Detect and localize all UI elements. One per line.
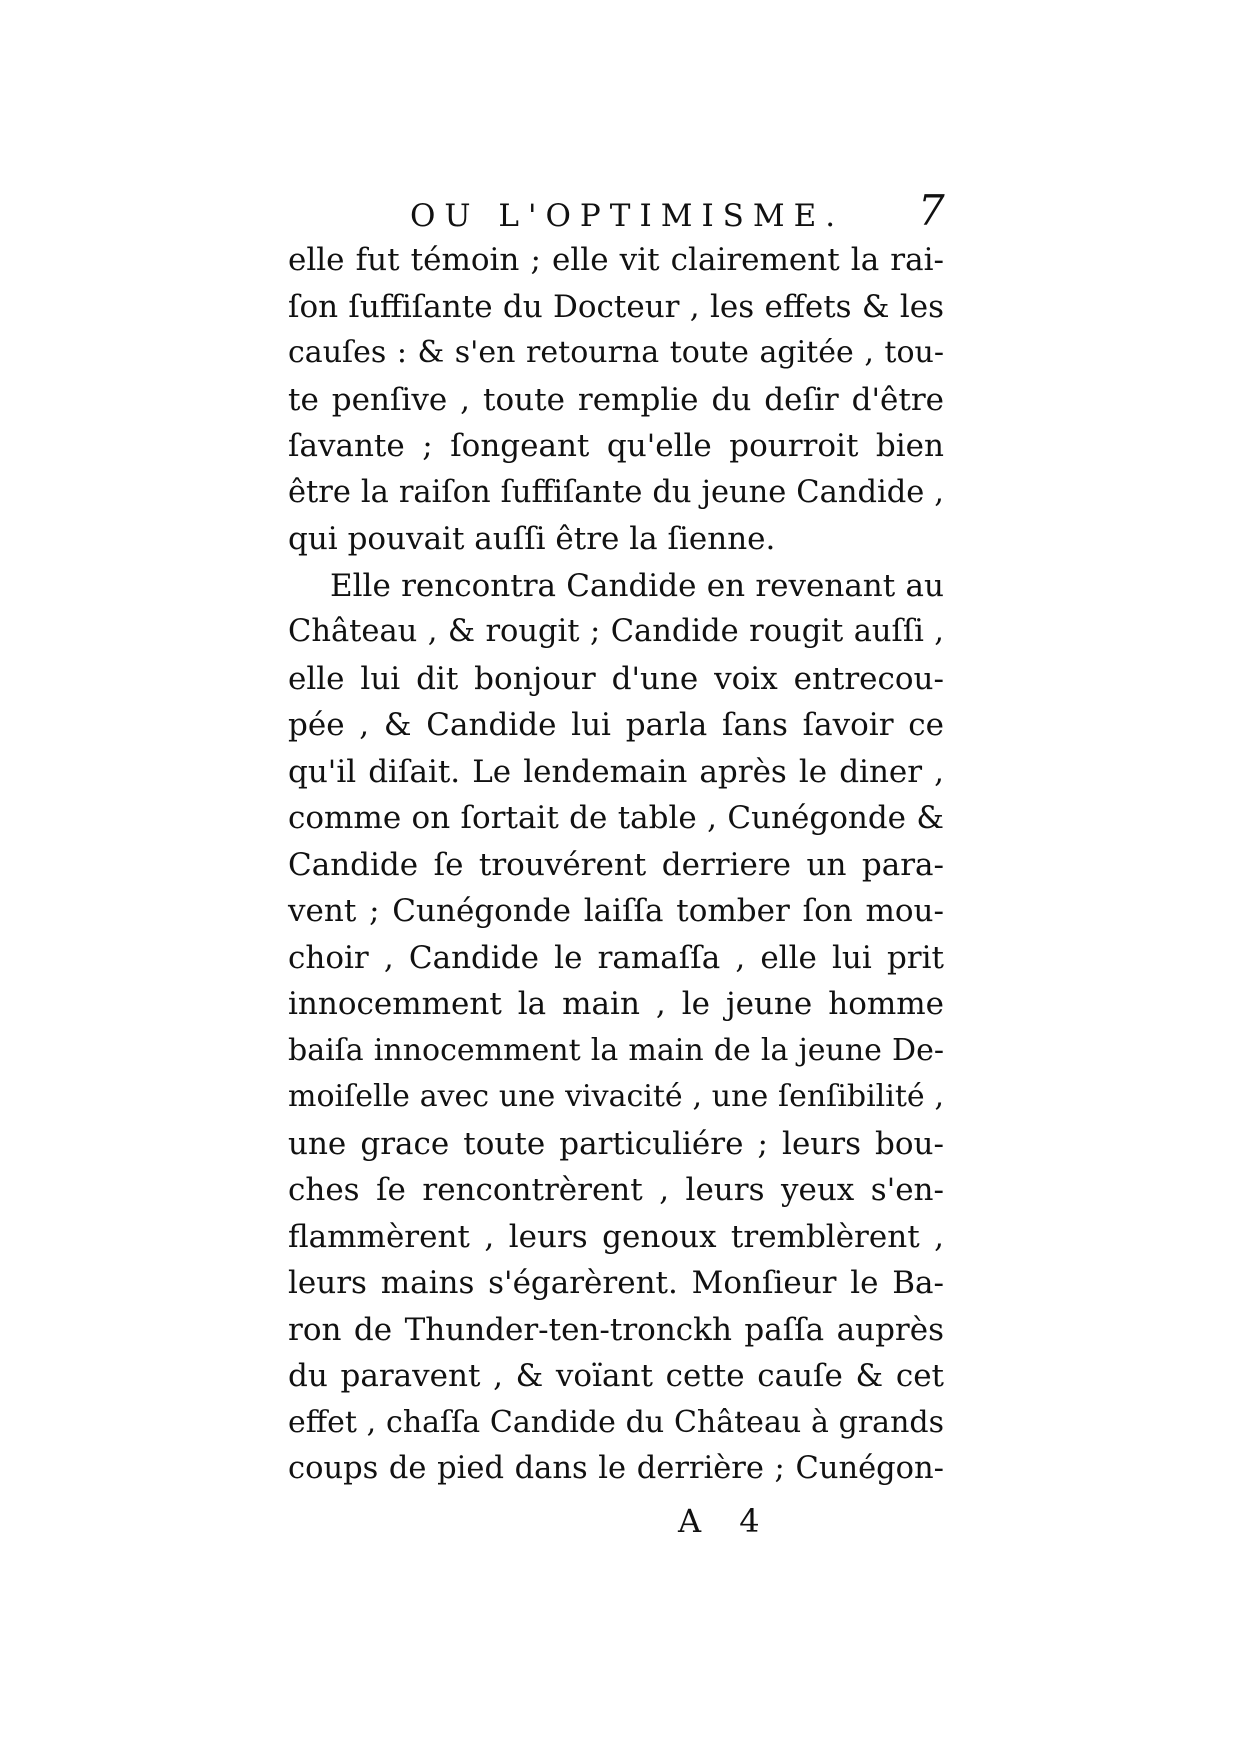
body-text (288, 237, 944, 1493)
text-line: moiſelle avec une vivacité , une ſenſibilité , (288, 1079, 944, 1114)
text-line: Château , & rougit ; Candide rougit auſſi , (288, 614, 944, 649)
paragraph-start-line: Elle rencontra Candide en revenant au (330, 567, 944, 604)
text-line: ſon ſuffiſante du Docteur , les effets & les (288, 288, 944, 325)
text-line: leurs mains s'égarèrent. Monſieur le Ba- (288, 1265, 944, 1301)
text-line: elle lui dit bonjour d'une voix entrecou- (288, 660, 944, 697)
page-number: 7 (918, 186, 945, 235)
text-line: ches ſe rencontrèrent , leurs yeux s'en- (288, 1172, 944, 1208)
text-line: ron de Thunder-ten-tronckh paſſa auprès (288, 1311, 944, 1348)
text-line: être la raiſon ſuffiſante du jeune Candide , (288, 474, 944, 510)
text-line: ſavante ; ſongeant qu'elle pourroit bien (288, 428, 944, 464)
text-line: effet , chaſſa Candide du Château à grands (288, 1404, 944, 1440)
text-line: choir , Candide le ramaſſa , elle lui prit (288, 939, 944, 976)
text-line: innocemment la main , le jeune homme (288, 986, 944, 1022)
running-title: OU L'OPTIMISME. (410, 198, 845, 234)
signature-mark: A 4 (678, 1502, 774, 1540)
text-line: pée , & Candide lui parla ſans ſavoir ce (288, 707, 944, 743)
text-line: vent ; Cunégonde laiſſa tomber ſon mou- (288, 893, 944, 929)
text-line: une grace toute particuliére ; leurs bou- (288, 1125, 944, 1162)
text-line: cauſes : & s'en retourna toute agitée , tou- (288, 335, 944, 370)
text-line: comme on ſortait de table , Cunégonde & (288, 800, 944, 836)
text-line: qu'il diſait. Le lendemain après le diner , (288, 753, 944, 790)
text-line: flammèrent , leurs genoux tremblèrent , (288, 1218, 944, 1255)
text-line: Candide ſe trouvérent derriere un para- (288, 846, 944, 883)
paragraph-end-line: qui pouvait auſſi être la ſienne. (288, 521, 776, 557)
text-line: baiſa innocemment la main de la jeune De- (288, 1032, 944, 1068)
text-line: te penſive , toute remplie du deſir d'être (288, 381, 944, 418)
text-line: elle fut témoin ; elle vit clairement la rai- (288, 242, 944, 278)
text-line: du paravent , & voïant cette cauſe & cet (288, 1358, 944, 1394)
text-line: coups de pied dans le derrière ; Cunégon- (288, 1451, 944, 1486)
